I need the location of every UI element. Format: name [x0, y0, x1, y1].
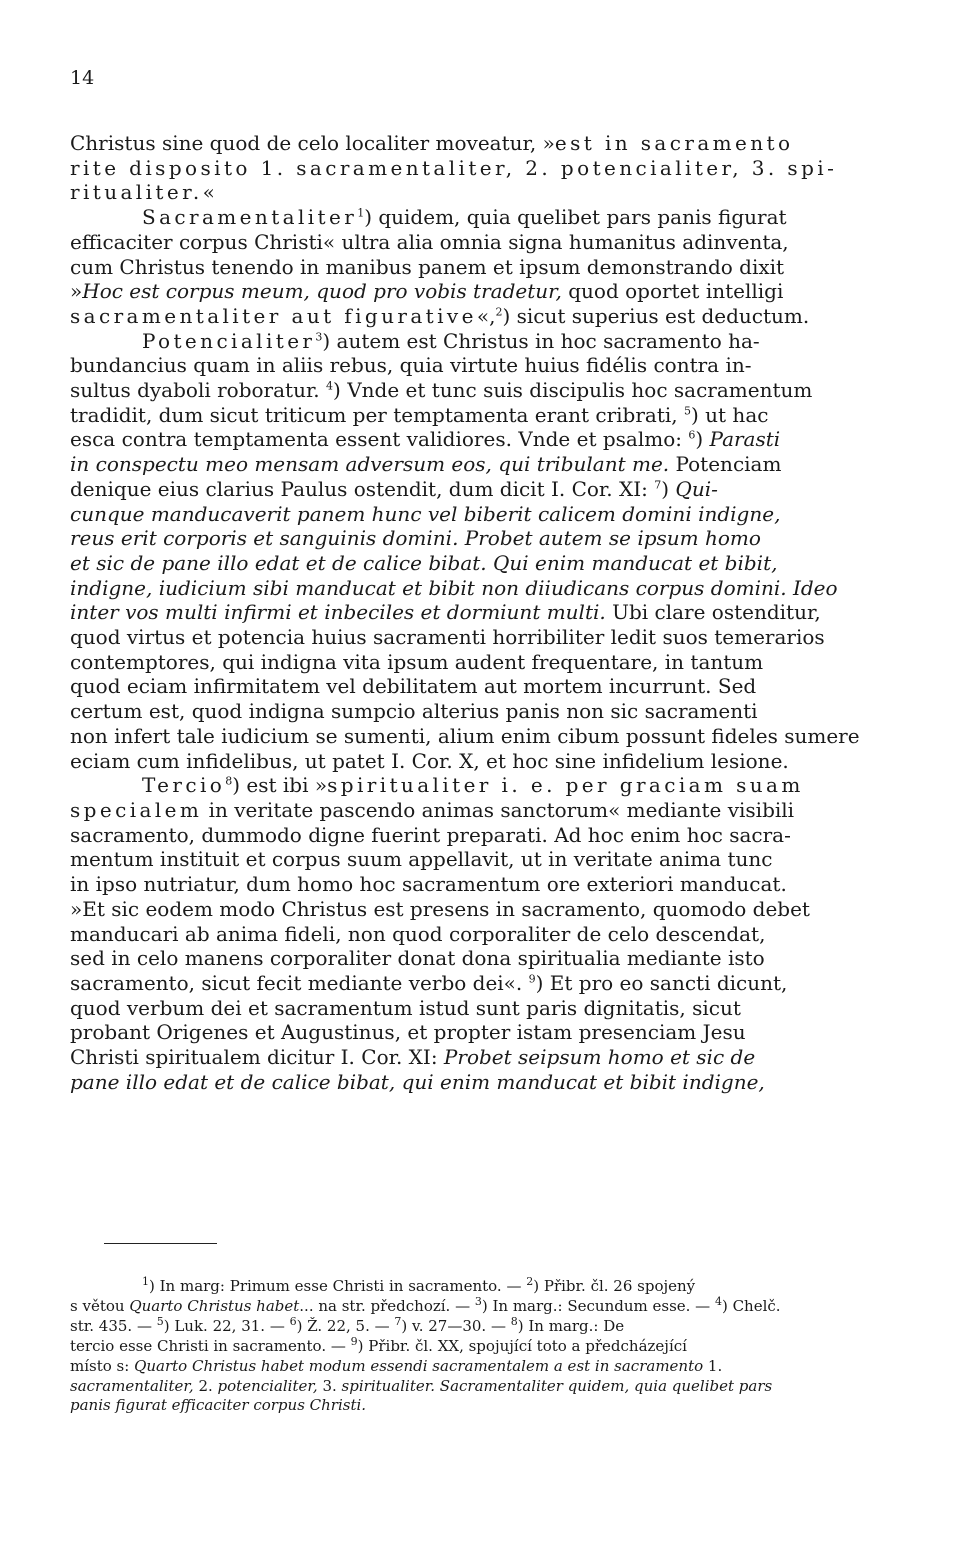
footnote-line	[70, 1314, 890, 1337]
text-span: ) autem est Christus in hoc sacramento ha-	[322, 328, 760, 353]
text-line	[70, 353, 886, 378]
text-span: cum Christus tenendo in manibus panem et ipsum demonstrando dixit	[70, 254, 785, 279]
footnote-marker: 5	[156, 1314, 164, 1328]
text-span: in veritate pascendo animas sanctorum« mediante visibili	[202, 797, 795, 822]
page-number: 14	[70, 67, 95, 89]
italic-text: in conspectu meo mensam adversum eos, qui tribulant me.	[70, 452, 670, 477]
text-line	[70, 847, 886, 872]
spaced-text: est in sacramento	[554, 131, 794, 155]
footnote-marker: 4	[326, 379, 334, 393]
footnote-marker: 8	[510, 1314, 518, 1328]
text-span: mentum instituit et corpus suum appellavit, ut in veritate anima tunc	[70, 847, 773, 872]
text-line	[70, 502, 886, 527]
text-span: Ubi clare ostenditur,	[605, 600, 821, 625]
text-line	[70, 749, 886, 774]
text-span: s větou	[70, 1296, 130, 1315]
footnote-marker: 2	[526, 1275, 534, 1288]
text-line	[70, 1070, 886, 1095]
text-line	[70, 477, 886, 502]
italic-text: Qui-	[675, 476, 718, 501]
text-line	[70, 872, 886, 897]
text-span: Potenciam	[669, 452, 782, 477]
italic-text: spiritualiter. Sacramentaliter quidem, quia quelibet pars	[341, 1376, 773, 1395]
footnote-marker: 8	[225, 774, 233, 788]
text-span: Christus sine quod de celo localiter moveatur, »	[70, 131, 555, 155]
text-line	[70, 156, 886, 181]
text-line	[70, 773, 886, 798]
text-span: quod virtus et potencia huius sacramenti horribiliter ledit suos temerarios	[70, 625, 825, 650]
text-line	[70, 279, 886, 304]
spaced-text: spiritualiter i. e. per graciam suam	[327, 773, 804, 798]
text-line	[70, 304, 886, 329]
text-span: ) quidem, quia quelibet pars panis figurat	[364, 205, 787, 230]
text-span: 3.	[317, 1376, 342, 1395]
text-line	[70, 526, 886, 551]
italic-text: inter vos multi infirmi et inbeciles et dormiunt multi.	[70, 600, 606, 625]
spaced-text: rite disposito 1. sacramentaliter, 2. potencialiter, 3. spi-	[70, 155, 838, 180]
italic-text: cunque manducaverit panem hunc vel biberit calicem domini indigne,	[70, 501, 781, 526]
text-span: )	[661, 476, 676, 501]
text-span: efficaciter corpus Christi« ultra alia omnia signa humanitus adinventa,	[70, 229, 789, 254]
text-span: 2.	[193, 1376, 218, 1395]
footnote-marker: 1	[142, 1275, 149, 1288]
text-line	[70, 205, 886, 230]
spaced-text: Tercio	[142, 773, 226, 798]
text-span: quod verbum dei et sacramentum istud sunt paris dignitatis, sicut	[70, 995, 741, 1020]
text-line	[70, 1045, 886, 1070]
text-span: «	[202, 180, 215, 205]
text-line	[70, 255, 886, 280]
text-span: ... na str. předchozí. —	[299, 1296, 475, 1315]
text-span: ) Přibr. čl. 26 spojený	[533, 1277, 696, 1295]
text-span: ) est ibi »	[232, 773, 328, 798]
text-span: probant Origenes et Augustinus, et propter istam presenciam Jesu	[70, 1020, 746, 1045]
text-span: ) In marg.: De	[517, 1316, 625, 1335]
footnote-line	[70, 1294, 890, 1317]
text-span: quod oportet intelligi	[561, 279, 784, 304]
text-span: ) In marg: Primum esse Christi in sacramento. —	[149, 1277, 527, 1295]
text-span: )	[695, 427, 710, 452]
text-span: »	[70, 279, 83, 304]
text-span: in ipso nutriatur, dum homo hoc sacramentum ore exteriori manducat.	[70, 872, 787, 897]
text-line	[70, 576, 886, 601]
text-span: denique eius clarius Paulus ostendit, dum dicit I. Cor. XI:	[70, 476, 655, 501]
text-line	[70, 230, 886, 255]
footnote-marker: 7	[654, 478, 662, 492]
text-line	[70, 823, 886, 848]
footnote-marker: 6	[688, 428, 696, 442]
italic-text: indigne, iudicium sibi manducat et bibit non diiudicans corpus domini. Ideo	[70, 575, 838, 600]
text-line	[70, 452, 886, 477]
text-line	[70, 329, 886, 354]
text-line	[70, 650, 886, 675]
italic-text: Hoc est corpus meum, quod pro vobis tradetur,	[82, 279, 562, 304]
text-line	[70, 674, 886, 699]
italic-text: Parasti	[709, 427, 781, 452]
text-line	[70, 1020, 886, 1045]
text-line	[70, 971, 886, 996]
main-text	[70, 131, 886, 1094]
italic-text: sacramentaliter,	[70, 1376, 194, 1395]
italic-text: reus erit corporis et sanguinis domini. Probet autem se ipsum homo	[70, 526, 761, 551]
text-line	[70, 600, 886, 625]
text-line	[70, 699, 886, 724]
spaced-text: sacramentaliter aut figurative	[70, 303, 477, 328]
text-span: eciam cum infidelibus, ut patet I. Cor. X, et hoc sine infidelium lesione.	[70, 748, 789, 773]
text-span: str. 435. —	[70, 1316, 157, 1335]
text-span: manducari ab anima fideli, non quod corporaliter de celo descendat,	[70, 921, 766, 946]
italic-text: potencialiter,	[217, 1376, 318, 1395]
footnote-line	[70, 1377, 890, 1397]
footnote-marker: 9	[528, 972, 536, 986]
footnotes	[70, 1277, 890, 1416]
footnote-line	[70, 1357, 890, 1377]
footnote-marker: 5	[684, 404, 691, 418]
footnote-marker: 1	[357, 206, 365, 220]
text-span: ) Et pro eo sancti dicunt,	[535, 970, 788, 995]
text-span: 1.	[703, 1356, 723, 1375]
text-span: ) Vnde et tunc suis discipulis hoc sacramentum	[333, 378, 813, 403]
text-span: ) sicut superius est deductum.	[502, 303, 810, 328]
text-line	[70, 996, 886, 1021]
text-span: ) Chelč.	[721, 1296, 781, 1315]
footnote-marker: 7	[394, 1314, 402, 1328]
text-span: bundancius quam in aliis rebus, quia virtute huius fidélis contra in-	[70, 353, 752, 378]
text-line	[70, 131, 886, 156]
text-line	[70, 724, 886, 749]
text-line	[70, 180, 886, 205]
text-span: ) ut hac	[691, 402, 769, 427]
text-span: contemptores, qui indigna vita ipsum audent frequentare, in tantum	[70, 649, 764, 674]
text-span: ) Luk. 22, 31. —	[163, 1316, 290, 1335]
text-span: »Et sic eodem modo Christus est presens in sacramento, quomodo debet	[70, 896, 810, 921]
text-span: ) Přibr. čl. XX, spojující toto a předcházející	[357, 1336, 687, 1355]
spaced-text: ritualiter.	[70, 180, 203, 205]
footnote-line	[70, 1334, 890, 1357]
footnote-marker: 3	[474, 1294, 482, 1308]
text-span: «,	[476, 303, 496, 328]
spaced-text: Sacramentaliter	[142, 205, 358, 230]
footnote-marker: 2	[495, 305, 503, 319]
footnote-marker: 3	[315, 329, 323, 343]
italic-text: Quarto Christus habet modum essendi sacramentalem a est in sacramento	[134, 1356, 704, 1375]
spaced-text: Potencialiter	[142, 328, 316, 353]
text-span: ) Ž. 22, 5. —	[296, 1316, 395, 1335]
text-span: quod eciam infirmitatem vel debilitatem aut mortem incurrunt. Sed	[70, 674, 757, 699]
footnote-line	[70, 1396, 890, 1416]
text-span: Christi spiritualem dicitur I. Cor. XI:	[70, 1045, 444, 1070]
italic-text: Probet seipsum homo et sic de	[443, 1045, 756, 1070]
italic-text: Quarto Christus habet	[129, 1296, 300, 1315]
italic-text: pane illo edat et de calice bibat, qui enim manducat et bibit indigne,	[70, 1069, 765, 1094]
text-span: sacramento, sicut fecit mediante verbo dei«.	[70, 970, 529, 995]
footnote-divider	[104, 1243, 217, 1244]
text-span: tradidit, dum sicut triticum per temptamenta erant cribrati,	[70, 402, 684, 427]
text-span: tercio esse Christi in sacramento. —	[70, 1336, 351, 1355]
text-line	[70, 403, 886, 428]
text-span: sacramento, dummodo digne fuerint preparati. Ad hoc enim hoc sacra-	[70, 822, 791, 847]
italic-text: et sic de pane illo edat et de calice bibat. Qui enim manducat et bibit,	[70, 550, 778, 575]
text-span: non infert tale iudicium se sumenti, alium enim cibum possunt fideles sumere	[70, 723, 860, 748]
text-line	[70, 625, 886, 650]
text-span: ) In marg.: Secundum esse. —	[481, 1296, 715, 1315]
text-line	[70, 798, 886, 823]
text-span: certum est, quod indigna sumpcio alterius panis non sic sacramenti	[70, 699, 758, 724]
text-span: ) v. 27—30. —	[401, 1316, 511, 1335]
text-span: esca contra temptamenta essent validiores. Vnde et psalmo:	[70, 427, 689, 452]
text-line	[70, 922, 886, 947]
italic-text: panis figurat efficaciter corpus Christi.	[70, 1396, 367, 1415]
text-span: místo s:	[70, 1356, 135, 1375]
text-span: sultus dyaboli roboratur.	[70, 378, 327, 403]
text-line	[70, 551, 886, 576]
text-line	[70, 946, 886, 971]
text-line	[70, 378, 886, 403]
footnote-marker: 4	[714, 1294, 722, 1308]
spaced-text: specialem	[70, 797, 203, 822]
text-line	[70, 427, 886, 452]
footnote-marker: 9	[350, 1334, 358, 1348]
footnote-line	[70, 1277, 890, 1297]
text-line	[70, 897, 886, 922]
footnote-marker: 6	[289, 1314, 297, 1328]
text-span: sed in celo manens corporaliter donat dona spiritualia mediante isto	[70, 946, 765, 971]
